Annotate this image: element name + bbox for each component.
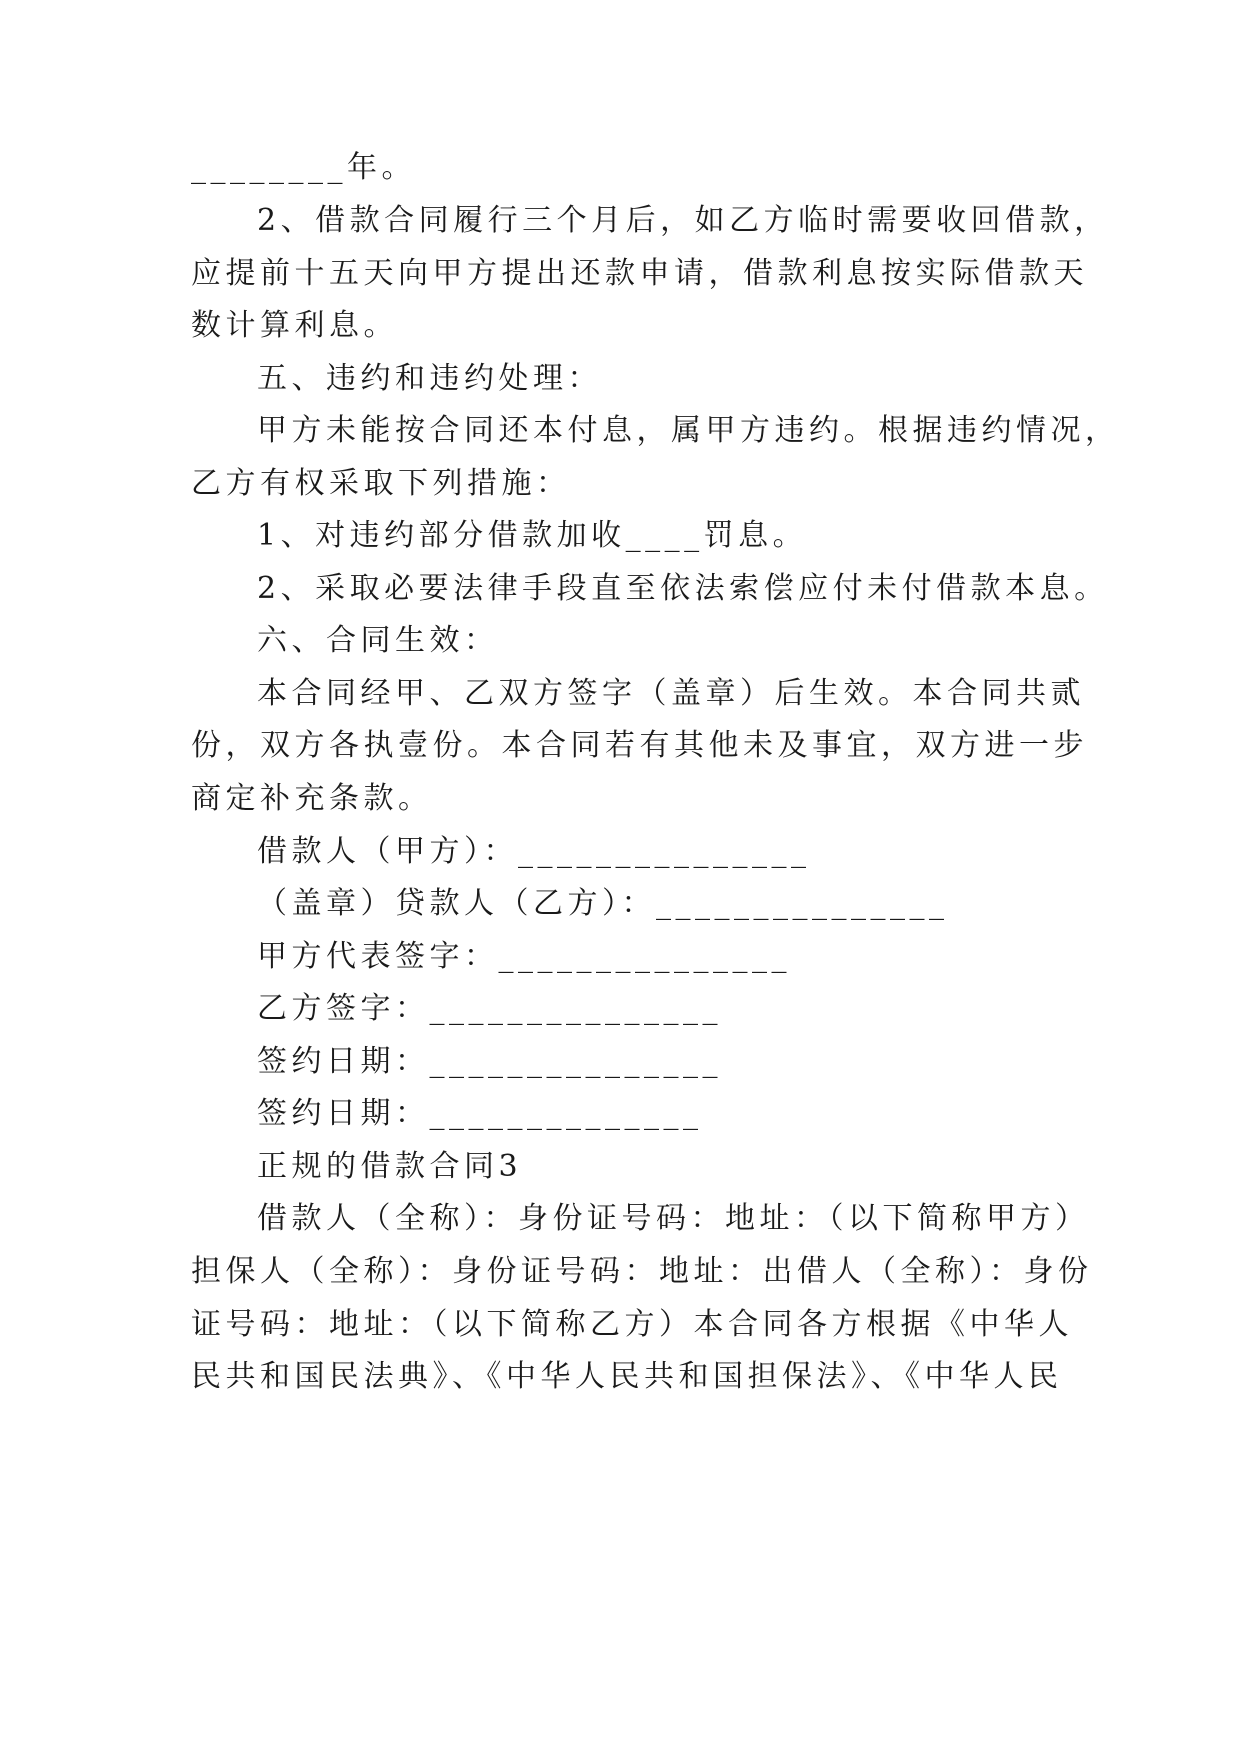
section-heading: 五、违约和违约处理： — [257, 361, 602, 396]
signature-line: 甲方代表签字：_______________ — [257, 939, 791, 974]
signature-line: 签约日期：_______________ — [257, 1044, 722, 1079]
signature-line: 签约日期：______________ — [257, 1096, 703, 1131]
text-line: 数计算利息。 — [191, 308, 398, 343]
text-line: 应提前十五天向甲方提出还款申请，借款利息按实际借款天 — [191, 256, 1088, 291]
signature-line: （盖章）贷款人（乙方）：_______________ — [257, 886, 949, 921]
text-line: 1、对违约部分借款加收____罚息。 — [257, 518, 808, 553]
section-heading: 六、合同生效： — [257, 623, 499, 658]
text-line: 借款人（全称）：身份证号码：地址：（以下简称甲方） — [257, 1201, 1090, 1236]
text-line: 民共和国民法典》、《中华人民共和国担保法》、《中华人民 — [191, 1359, 1063, 1394]
text-line: 2、借款合同履行三个月后，如乙方临时需要收回借款， — [257, 203, 1109, 238]
document-title: 正规的借款合同3 — [257, 1149, 523, 1184]
text-line: 本合同经甲、乙双方签字（盖章）后生效。本合同共贰 — [257, 676, 1085, 711]
text-line: 证号码：地址：（以下简称乙方）本合同各方根据《中华人 — [191, 1307, 1073, 1342]
text-line: 商定补充条款。 — [191, 781, 433, 816]
text-line: 份，双方各执壹份。本合同若有其他未及事宜，双方进一步 — [191, 728, 1088, 763]
text-line: 甲方未能按合同还本付息，属甲方违约。根据违约情况， — [257, 413, 1120, 448]
text-line: ________年。 — [191, 150, 416, 185]
text-line: 担保人（全称）：身份证号码：地址：出借人（全称）：身份 — [191, 1254, 1093, 1289]
text-line: 2、采取必要法律手段直至依法索偿应付未付借款本息。 — [257, 571, 1109, 606]
text-line: 乙方有权采取下列措施： — [191, 466, 571, 501]
signature-line: 乙方签字：_______________ — [257, 991, 722, 1026]
signature-line: 借款人（甲方）：_______________ — [257, 834, 811, 869]
